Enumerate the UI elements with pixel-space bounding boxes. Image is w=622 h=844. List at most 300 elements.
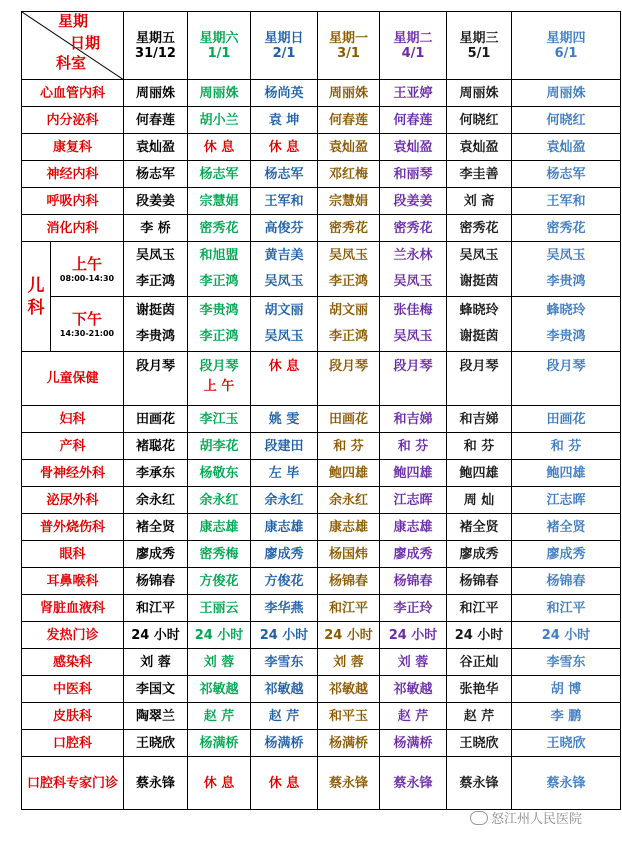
doctor-name: 方俊花: [199, 573, 239, 589]
dept-label: 肾脏血液科: [39, 600, 105, 616]
dept-name: [22, 757, 124, 810]
doctor-name: 周 灿: [463, 492, 495, 508]
doctor-name: 方俊花: [264, 573, 304, 589]
doctor-name: 兰永林: [393, 248, 433, 263]
duty-cell: [447, 514, 512, 541]
doctor-name: 李贵鸿: [546, 329, 586, 344]
duty-cell: [188, 107, 251, 134]
doctor-name: 段月琴: [393, 359, 433, 374]
doctor-name: 袁灿盈: [393, 139, 433, 155]
corner-weekday-label: 星期: [58, 12, 89, 30]
doctor-name: 和吉娣: [459, 411, 499, 427]
duty-cell: [512, 134, 621, 161]
dept-row: [22, 460, 621, 487]
dept-name: [22, 703, 124, 730]
doctor-name: 胡 博: [550, 681, 582, 697]
doctor-name: 祁敏越: [199, 681, 239, 697]
duty-cell: [124, 703, 188, 730]
weekday-label: 星期六: [199, 30, 239, 46]
duty-cell: [188, 541, 251, 568]
doctor-name: 刘 蓉: [140, 654, 171, 670]
duty-cell: [447, 568, 512, 595]
dept-label: 儿科: [27, 275, 45, 318]
duty-cell: [251, 406, 318, 433]
doctor-name: 吴凤玉: [328, 248, 368, 263]
dept-label: 康复科: [52, 139, 92, 155]
day-header: [188, 12, 251, 80]
doctor-name: 段姜姜: [135, 193, 175, 209]
doctor-name: 24 小时: [541, 627, 591, 643]
doctor-name: 休 息: [203, 139, 235, 155]
doctor-name: 杨志军: [135, 166, 175, 182]
doctor-name: 李 桥: [140, 220, 171, 236]
duty-cell: [380, 541, 447, 568]
duty-cell: [380, 433, 447, 460]
date-label: 3/1: [337, 45, 360, 61]
duty-cell: [447, 649, 512, 676]
dept-label: 产科: [59, 438, 86, 454]
day-header: [447, 12, 512, 80]
duty-cell: [380, 703, 447, 730]
doctor-name: 鲍四雄: [393, 465, 433, 481]
dept-row: [22, 215, 621, 242]
dept-row: [22, 352, 621, 406]
duty-cell: [251, 676, 318, 703]
weekday-label: 星期三: [459, 30, 499, 46]
doctor-name: 杨锦春: [459, 573, 499, 589]
doctor-name: 康志雄: [264, 519, 304, 535]
doctor-name: 蔡永锋: [393, 775, 433, 791]
doctor-name: 蔡永锋: [546, 775, 586, 791]
doctor-name: 和江平: [459, 600, 499, 616]
duty-cell: [512, 649, 621, 676]
duty-cell: [124, 460, 188, 487]
duty-cell: [251, 433, 318, 460]
session-time: 08:00-14:30: [59, 273, 115, 283]
doctor-name: 李国文: [135, 681, 175, 697]
doctor-name: 田画花: [546, 411, 586, 427]
duty-cell: [251, 242, 318, 297]
dept-label: 耳鼻喉科: [46, 573, 99, 589]
duty-cell: [251, 161, 318, 188]
dept-label: 眼科: [59, 546, 86, 562]
doctor-name: 段月琴: [135, 359, 175, 374]
duty-cell: [318, 730, 380, 757]
doctor-name: 廖成秀: [393, 546, 433, 562]
doctor-name: 左 毕: [268, 465, 300, 481]
dept-label: 口腔科: [52, 735, 92, 751]
duty-cell: [318, 757, 380, 810]
duty-cell: [512, 107, 621, 134]
duty-cell: [512, 352, 621, 406]
doctor-name: 谢挺茵: [459, 274, 499, 289]
dept-row: [22, 541, 621, 568]
duty-cell: [188, 433, 251, 460]
duty-cell: [188, 649, 251, 676]
dept-name: [22, 161, 124, 188]
doctor-name: 休 息: [268, 139, 300, 155]
session-label: 上午: [71, 254, 102, 273]
duty-cell: [188, 161, 251, 188]
duty-cell: [318, 541, 380, 568]
duty-cell: [447, 188, 512, 215]
doctor-name: 余永红: [328, 492, 368, 508]
doctor-name: 鲍四雄: [328, 465, 368, 481]
dept-row: [22, 487, 621, 514]
doctor-name: 李正鸿: [328, 274, 368, 289]
duty-cell: [188, 622, 251, 649]
dept-row: [22, 433, 621, 460]
duty-cell: [447, 215, 512, 242]
doctor-name: 李承东: [135, 465, 175, 481]
duty-cell: [447, 730, 512, 757]
duty-cell: [124, 487, 188, 514]
duty-cell: [251, 541, 318, 568]
session-time: 14:30-21:00: [59, 328, 115, 338]
duty-cell: [251, 188, 318, 215]
weekday-label: 星期二: [393, 30, 433, 46]
dept-name: [22, 433, 124, 460]
duty-cell: [447, 107, 512, 134]
duty-cell: [188, 730, 251, 757]
doctor-name: 段月琴: [459, 359, 499, 374]
duty-cell: [512, 297, 621, 352]
dept-name: [22, 134, 124, 161]
duty-cell: [380, 352, 447, 406]
pediatrics-am-row: [22, 242, 621, 297]
duty-cell: [318, 352, 380, 406]
duty-cell: [447, 134, 512, 161]
doctor-name: 祁敏越: [393, 681, 433, 697]
duty-cell: [124, 514, 188, 541]
dept-label: 心血管内科: [39, 85, 105, 101]
doctor-name: 杨国炜: [328, 546, 368, 562]
doctor-name: 王晓欣: [546, 735, 586, 751]
duty-cell: [188, 188, 251, 215]
doctor-name: 吴凤玉: [393, 329, 433, 344]
doctor-name: 周丽姝: [459, 85, 499, 101]
doctor-name: 刘 蓉: [203, 654, 235, 670]
duty-cell: [447, 541, 512, 568]
duty-cell: [124, 649, 188, 676]
doctor-name: 何春莲: [135, 112, 175, 128]
dept-name: [22, 242, 124, 352]
doctor-name: 褚全贤: [135, 519, 175, 535]
duty-cell: [251, 487, 318, 514]
duty-cell: [318, 676, 380, 703]
duty-cell: [512, 676, 621, 703]
doctor-name: 吴凤玉: [459, 248, 499, 263]
doctor-name: 江志晖: [546, 492, 586, 508]
doctor-name: 蜂晓玲: [459, 303, 499, 318]
doctor-name: 鲍四雄: [459, 465, 499, 481]
duty-cell: [318, 433, 380, 460]
doctor-name: 张佳梅: [393, 303, 433, 318]
doctor-name: 杨志军: [546, 166, 586, 182]
duty-cell: [447, 676, 512, 703]
doctor-name: 和吉娣: [393, 411, 433, 427]
doctor-name: 胡文丽: [264, 303, 304, 318]
dept-name: [22, 649, 124, 676]
doctor-name: 康志雄: [393, 519, 433, 535]
doctor-name: 吴凤玉: [546, 248, 586, 263]
duty-cell: [188, 703, 251, 730]
corner-cell: [22, 12, 124, 80]
duty-cell: [318, 514, 380, 541]
doctor-name: 李贵鸿: [199, 303, 239, 318]
doctor-name: 祁敏越: [264, 681, 304, 697]
dept-label: 呼吸内科: [46, 193, 99, 209]
duty-cell: [251, 703, 318, 730]
duty-cell: [380, 460, 447, 487]
dept-row: [22, 622, 621, 649]
doctor-name: 密秀花: [459, 220, 499, 236]
doctor-name: 密秀花: [546, 220, 586, 236]
doctor-name: 刘 蓉: [397, 654, 429, 670]
doctor-name: 黄吉美: [264, 248, 304, 263]
duty-cell: [124, 622, 188, 649]
dept-name: [22, 730, 124, 757]
duty-cell: [447, 460, 512, 487]
doctor-name: 杨锦春: [546, 573, 586, 589]
duty-cell: [188, 460, 251, 487]
duty-cell: [447, 352, 512, 406]
day-header: [512, 12, 621, 80]
doctor-name: 赵 芹: [268, 708, 300, 724]
duty-cell: [251, 730, 318, 757]
doctor-name: 邓红梅: [328, 166, 368, 182]
doctor-name: 杨满桥: [264, 735, 304, 751]
duty-cell: [188, 514, 251, 541]
doctor-name: 李江玉: [199, 411, 239, 427]
pediatrics-label-grid: [22, 242, 123, 351]
duty-cell: [380, 406, 447, 433]
duty-cell: [188, 242, 251, 297]
hospital-watermark: 怒江州人民医院: [470, 808, 582, 827]
duty-cell: [447, 161, 512, 188]
doctor-name: 何晓红: [459, 112, 499, 128]
doctor-name: 廖成秀: [546, 546, 586, 562]
doctor-name: 杨志军: [199, 166, 239, 182]
duty-cell: [318, 107, 380, 134]
duty-cell: [380, 161, 447, 188]
doctor-name: 谢挺茵: [135, 303, 175, 318]
doctor-name: 王军和: [264, 193, 304, 209]
duty-cell: [512, 215, 621, 242]
doctor-name: 蔡永锋: [328, 775, 368, 791]
duty-cell: [380, 242, 447, 297]
duty-cell: [447, 703, 512, 730]
duty-cell: [251, 460, 318, 487]
doctor-name: 蜂晓玲: [546, 303, 586, 318]
duty-cell: [188, 297, 251, 352]
duty-cell: [512, 730, 621, 757]
dept-row: [22, 730, 621, 757]
doctor-name: 24 小时: [259, 627, 309, 643]
doctor-name: 杨尚英: [264, 85, 304, 101]
duty-cell: [318, 595, 380, 622]
duty-cell: [447, 487, 512, 514]
duty-cell: [512, 757, 621, 810]
doctor-name: 周丽姝: [546, 85, 586, 101]
weekday-label: 星期日: [264, 30, 304, 46]
dept-name: [22, 595, 124, 622]
doctor-name: 刘 蓉: [333, 654, 364, 670]
duty-cell: [512, 188, 621, 215]
doctor-name: 何晓红: [546, 112, 586, 128]
duty-cell: [124, 730, 188, 757]
duty-cell: [188, 352, 251, 406]
dept-row: [22, 161, 621, 188]
duty-cell: [512, 703, 621, 730]
duty-cell: [447, 406, 512, 433]
duty-cell: [512, 541, 621, 568]
duty-cell: [318, 242, 380, 297]
doctor-name: 赵 芹: [397, 708, 429, 724]
duty-cell: [124, 568, 188, 595]
duty-cell: [512, 460, 621, 487]
doctor-name: 蔡永锋: [135, 775, 175, 791]
duty-cell: [318, 80, 380, 107]
duty-cell: [124, 352, 188, 406]
dept-name: [22, 460, 124, 487]
duty-cell: [447, 433, 512, 460]
dept-label: 骨神经外科: [39, 465, 105, 481]
duty-cell: [188, 568, 251, 595]
duty-cell: [447, 80, 512, 107]
dept-label: 泌尿外科: [46, 492, 99, 508]
doctor-name: 廖成秀: [264, 546, 304, 562]
dept-label: 普外烧伤科: [39, 519, 105, 535]
duty-cell: [512, 161, 621, 188]
doctor-name: 王晓欣: [135, 735, 175, 751]
doctor-name: 杨志军: [264, 166, 304, 182]
duty-cell: [380, 107, 447, 134]
duty-cell: [188, 676, 251, 703]
duty-cell: [318, 188, 380, 215]
dept-name: [22, 514, 124, 541]
dept-name: [22, 487, 124, 514]
date-label: 2/1: [272, 45, 296, 61]
duty-cell: [380, 676, 447, 703]
duty-cell: [512, 514, 621, 541]
doctor-name: 余永红: [264, 492, 304, 508]
doctor-name: 和江平: [135, 600, 175, 616]
duty-cell: [318, 703, 380, 730]
duty-cell: [380, 215, 447, 242]
doctor-name: 胡李花: [199, 438, 239, 454]
doctor-name: 杨锦春: [328, 573, 368, 589]
doctor-name: 和 芬: [333, 438, 364, 454]
dept-row: [22, 188, 621, 215]
doctor-name: 李正玲: [393, 600, 433, 616]
date-label: 5/1: [467, 45, 491, 61]
doctor-name: 李贵鸿: [135, 329, 175, 344]
dept-label: 中医科: [52, 681, 92, 697]
duty-cell: [380, 595, 447, 622]
duty-cell: [380, 188, 447, 215]
doctor-name: 吴凤玉: [393, 274, 433, 289]
duty-cell: [512, 242, 621, 297]
duty-cell: [124, 676, 188, 703]
doctor-name: 袁 坤: [268, 112, 300, 128]
dept-row: [22, 676, 621, 703]
duty-roster-table: [21, 11, 621, 810]
duty-cell: [447, 622, 512, 649]
doctor-name: 鲍四雄: [546, 465, 586, 481]
duty-cell: [512, 80, 621, 107]
doctor-name: 王亚婷: [393, 85, 433, 101]
duty-cell: [318, 568, 380, 595]
doctor-name: 姚 雯: [268, 411, 300, 427]
duty-cell: [380, 622, 447, 649]
doctor-name: 何春莲: [328, 112, 368, 128]
day-header: [124, 12, 188, 80]
dept-label: 神经内科: [46, 166, 99, 182]
dept-label: 妇科: [59, 411, 86, 427]
doctor-name: 周丽姝: [135, 85, 175, 101]
duty-cell: [188, 757, 251, 810]
dept-name: [22, 676, 124, 703]
doctor-name: 24 小时: [324, 627, 373, 643]
duty-cell: [251, 134, 318, 161]
doctor-name: 褚全贤: [546, 519, 586, 535]
duty-cell: [251, 352, 318, 406]
doctor-name: 周丽姝: [199, 85, 239, 101]
duty-cell: [124, 107, 188, 134]
dept-label: 感染科: [52, 654, 92, 670]
dept-name: [22, 406, 124, 433]
duty-cell: [124, 541, 188, 568]
doctor-name: 宗慧娟: [199, 193, 239, 209]
duty-cell: [188, 595, 251, 622]
doctor-name: 杨满桥: [393, 735, 433, 751]
doctor-name: 李华燕: [264, 600, 304, 616]
doctor-name: 和江平: [328, 600, 368, 616]
doctor-name: 吴凤玉: [135, 248, 175, 263]
doctor-name: 袁灿盈: [546, 139, 586, 155]
duty-cell: [380, 568, 447, 595]
duty-cell: [380, 514, 447, 541]
duty-cell: [447, 297, 512, 352]
duty-cell: [251, 568, 318, 595]
dept-row: [22, 107, 621, 134]
dept-row: [22, 80, 621, 107]
session-am: [51, 242, 124, 297]
doctor-name: 李正鸿: [199, 274, 239, 289]
duty-cell: [251, 80, 318, 107]
duty-cell: [124, 757, 188, 810]
duty-cell: [251, 595, 318, 622]
duty-cell: [318, 215, 380, 242]
duty-cell: [447, 595, 512, 622]
duty-cell: [380, 134, 447, 161]
duty-cell: [318, 622, 380, 649]
duty-cell: [318, 649, 380, 676]
doctor-name: 蔡永锋: [459, 775, 499, 791]
dept-row: [22, 134, 621, 161]
duty-cell: [251, 622, 318, 649]
doctor-name: 和平玉: [328, 708, 368, 724]
dept-label: 皮肤科: [52, 708, 92, 724]
doctor-name: 李圭善: [459, 166, 499, 182]
doctor-name: 杨锦春: [135, 573, 175, 589]
doctor-name: 24 小时: [194, 627, 244, 643]
doctor-name: 休 息: [268, 359, 300, 374]
doctor-name: 田画花: [328, 411, 368, 427]
doctor-name: 康志雄: [328, 519, 368, 535]
doctor-name: 24 小时: [131, 627, 180, 643]
